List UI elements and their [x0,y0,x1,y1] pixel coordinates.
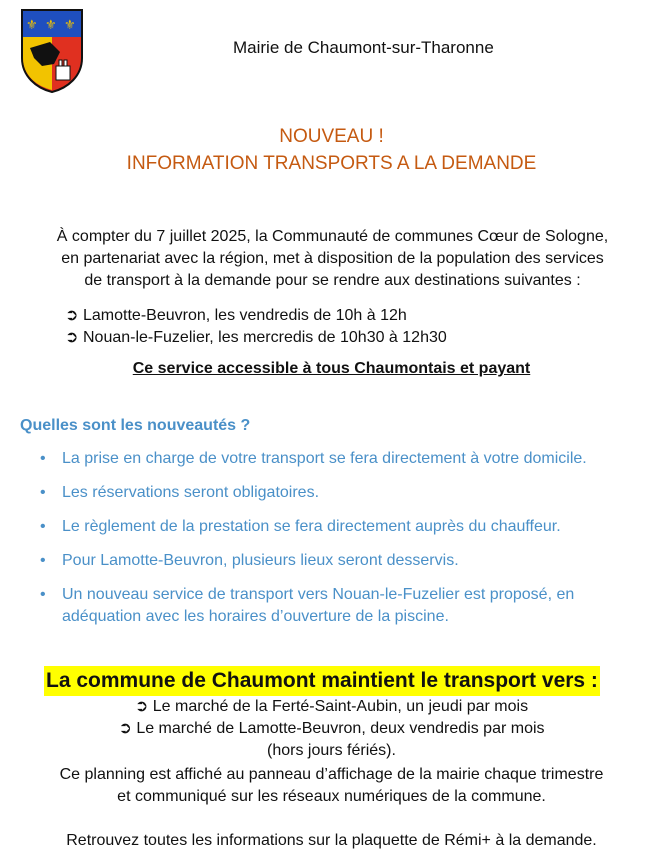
intro-paragraph [20,226,645,292]
arrow-right-icon: ➲ [65,329,79,346]
bullet-icon: • [40,586,46,603]
bullet-icon: • [40,450,46,467]
news-list [20,448,650,628]
list-item: • La prise en charge de votre transport se fera directement à votre domicile. [20,448,650,470]
list-item: • Un nouveau service de transport vers Nouan-le-Fuzelier est proposé, en adéquation avec les horaires d’ouverture de la piscine. [40,586,575,625]
mairie-name: Mairie de Chaumont-sur-Tharonne [233,38,494,57]
commune-item-note: (hors jours fériés). [267,742,396,759]
list-item: • Pour Lamotte-Beuvron, plusieurs lieux seront desservis. [20,550,650,572]
coat-of-arms-logo [20,8,84,94]
title-main: INFORMATION TRANSPORTS A LA DEMANDE [126,153,537,174]
arrow-right-icon: ➲ [118,720,137,737]
planning-line: et communiqué sur les réseaux numériques de la commune. [117,788,546,805]
planning-line: Ce planning est affiché au panneau d’affichage de la mairie chaque trimestre [59,766,604,783]
destination-item: ➲ Lamotte-Beuvron, les vendredis de 10h à 12h [65,307,407,324]
commune-item: ➲ Le marché de la Ferté-Saint-Aubin, un jeudi par mois [134,698,529,715]
destination-item: ➲ Nouan-le-Fuzelier, les mercredis de 10h30 à 12h30 [65,329,447,346]
intro-line: en partenariat avec la région, met à disposition de la population des services [61,250,604,267]
svg-text:⚜: ⚜ [26,18,38,33]
commune-item: ➲ Le marché de Lamotte-Beuvron, deux vendredis par mois [118,720,545,737]
intro-line: À compter du 7 juillet 2025, la Communauté de communes Cœur de Sologne, [56,228,609,245]
arrow-right-icon: ➲ [65,307,79,324]
commune-heading: La commune de Chaumont maintient le transport vers : [44,666,600,696]
svg-text:⚜: ⚜ [64,18,76,33]
arrow-right-icon: ➲ [134,698,153,715]
footer-text: Retrouvez toutes les informations sur la plaquette de Rémi+ à la demande. [66,832,597,849]
intro-line: de transport à la demande pour se rendre aux destinations suivantes : [84,272,581,289]
svg-text:⚜: ⚜ [45,18,57,33]
bullet-icon: • [40,518,46,535]
news-heading: Quelles sont les nouveautés ? [20,417,251,434]
service-note: Ce service accessible à tous Chaumontais et payant [132,360,531,377]
bullet-icon: • [40,552,46,569]
bullet-icon: • [40,484,46,501]
list-item: • Les réservations seront obligatoires. [20,482,650,504]
title-new: NOUVEAU ! [279,126,384,147]
list-item: • Le règlement de la prestation se fera directement auprès du chauffeur. [20,516,650,538]
